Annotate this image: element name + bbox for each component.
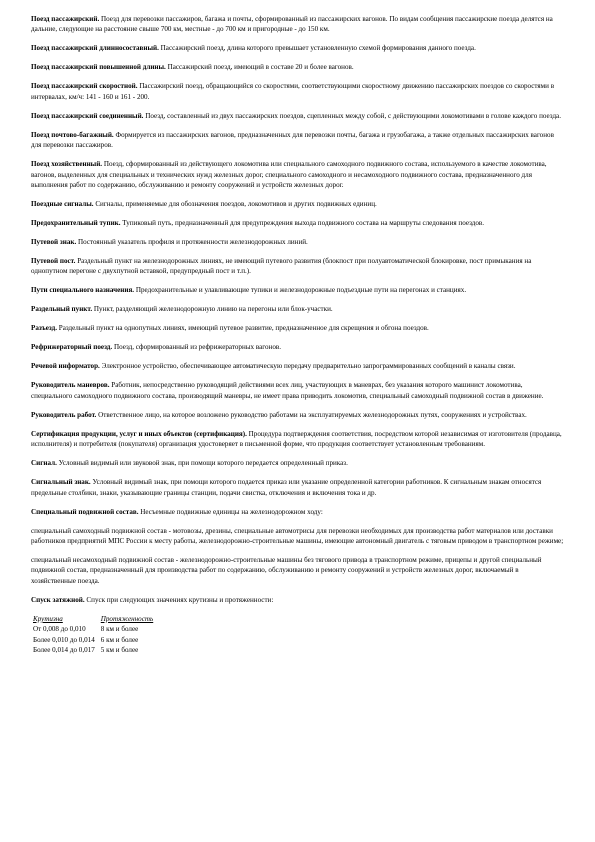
definition-text: Постоянный указатель профиля и протяженности железнодорожных линий. (78, 238, 308, 247)
header-length: Протяженность (100, 614, 154, 623)
length-cell: 8 км и более (100, 625, 139, 634)
definition-paragraph (31, 507, 565, 517)
definition-text: Пассажирский поезд, длина которого превышает установленную схемой формирования данного поезда. (160, 44, 476, 53)
definition-term: Руководитель маневров. (31, 381, 110, 390)
definition-paragraph (31, 130, 565, 151)
definition-term: Путевой пост. (31, 257, 76, 266)
steepness-cell: От 0,008 до 0,010 (33, 625, 86, 634)
definition-paragraph (31, 62, 565, 72)
definition-term: Поезд пассажирский. (31, 15, 100, 23)
definition-term: Разъезд. (31, 324, 57, 333)
definition-paragraph (31, 342, 565, 352)
definition-paragraph (31, 555, 565, 586)
definition-paragraph (31, 477, 565, 498)
definition-paragraph (31, 285, 565, 295)
table-row (33, 624, 167, 634)
definition-text: Поезд для перевозки пассажиров, багажа и почты, сформированный из пассажирских вагонов. По видам сообщения пассажирские поезда делятся на дальние, следующие на расстояние свыше 700 км, местные - до 700 км и пригородные - до 150 км. (31, 15, 553, 34)
definition-term: Сертификация продукции, услуг и иных объектов (сертификация). (31, 429, 247, 438)
grade-table (33, 614, 167, 656)
table-row (33, 635, 167, 645)
definition-paragraph (31, 159, 565, 190)
definition-text: Процедура подтверждения соответствия, посредством которой независимая от изготовителя (продавца, исполнителя) и потребителя (покупателя) организация удостоверяет в письменной форме, что продукция соответствует установленным требованиям. (31, 429, 562, 449)
definition-paragraph (31, 43, 565, 53)
definition-text: специальный самоходный подвижной состав - мотовозы, дрезины, специальные автомотрисы для перевозки необходимых для производства работ материалов или доставки работников предприятий МПС России к месту работы, железнодорожно-строительные машины, имеющие автономный двигатель с тяговым приводом в транспортном режиме; (31, 526, 564, 546)
definition-text: Раздельный пункт на однопутных линиях, имеющий путевое развитие, предназначенное для скрещения и обгона поездов. (58, 324, 429, 333)
definition-term: Речевой информатор. (31, 362, 100, 371)
definition-paragraph (31, 111, 565, 121)
header-steepness: Крутизна (33, 614, 63, 623)
definition-term: Рефрижераторный поезд. (31, 343, 113, 352)
definition-paragraph (31, 323, 565, 333)
definition-paragraph (31, 237, 565, 247)
definition-term: Руководитель работ. (31, 410, 97, 419)
definition-term: Поезд пассажирский соединенный. (31, 111, 144, 120)
grade-table-header-row (33, 614, 167, 624)
document-page (31, 14, 565, 656)
definition-term: Поездные сигналы. (31, 200, 94, 209)
definition-text: Поезд, сформированный из рефрижераторных вагонов. (113, 343, 281, 352)
definition-paragraph (31, 526, 565, 547)
definition-text: Сигналы, применяемые для обозначения поездов, локомотивов и других подвижных единиц. (95, 200, 377, 209)
definition-term: Специальный подвижной состав. (31, 507, 139, 516)
definition-text: Поезд, сформированный из действующего локомотива или специального самоходного подвижного состава, используемого в качестве локомотива, вагонов, выделенных для специальных и технических нужд железных дорог, специального самоходного и несамоходного подвижного состава, предназначенного для выполнения работ по содержанию, обслуживанию и ремонту сооружений и устройств железных дорог. (31, 160, 547, 190)
definition-paragraph (31, 429, 565, 450)
definition-term: Поезд почтово-багажный. (31, 130, 114, 139)
definition-term: Поезд пассажирский скоростной. (31, 82, 138, 91)
definition-paragraph (31, 595, 565, 605)
definition-term: Путевой знак. (31, 238, 77, 247)
definition-text: Несъемные подвижные единицы на железнодорожном ходу: (140, 507, 323, 516)
definition-text: Работник, непосредственно руководящий действиями всех лиц, участвующих в маневрах, без указания которого машинист локомотива, специального самоходного подвижного состава, производящий маневры, не имеет права приводить локомотив, специальный самоходный подвижной состав в движение. (31, 381, 544, 400)
definition-term: Предохранительный тупик. (31, 219, 121, 228)
definition-paragraph (31, 361, 565, 371)
definition-paragraph (31, 380, 565, 401)
definition-term: Поезд пассажирский повышенной длины. (31, 63, 166, 72)
definition-text: Спуск при следующих значениях крутизны и протяженности: (86, 595, 274, 604)
definition-paragraph (31, 458, 565, 468)
length-cell: 5 км и более (100, 646, 139, 655)
definition-paragraph (31, 14, 565, 35)
definition-text: Пассажирский поезд, обращающийся со скоростями, соответствующими скоростному движению пассажирских поездов со скоростями в интервалах, км/ч: 141 - 160 и 161 - 200. (31, 82, 555, 101)
definition-text: Поезд, составленный из двух пассажирских поездов, сцепленных между собой, с действующими локомотивами в голове каждого поезда. (145, 111, 561, 120)
definition-text: специальный несамоходный подвижной состав - железнодорожно-строительные машины без тягового привода в транспортном режиме, прицепы и другой специальный подвижной состав, предназначенный для производства работ по содержанию, обслуживанию и ремонту сооружений и устройств железных дорог, включаемый в хозяйственные поезда. (31, 556, 542, 585)
definition-paragraph (31, 410, 565, 420)
grade-table-wrap (33, 614, 565, 656)
steepness-cell: Более 0,014 до 0,017 (33, 646, 95, 655)
definition-term: Поезд хозяйственный. (31, 160, 103, 169)
definition-term: Раздельный пункт. (31, 305, 93, 314)
definition-text: Пассажирский поезд, имеющий в составе 20 и более вагонов. (167, 63, 354, 72)
definition-term: Спуск затяжной. (31, 595, 85, 604)
definition-text: Предохранительные и улавливающие тупики и железнодорожные подъездные пути на перегонах и станциях. (135, 286, 467, 295)
definition-text: Условный видимый знак, при помощи которого подается приказ или указание определенной категории работников. К сигнальным знакам относятся предельные столбики, знаки, указывающие границы станции, подачи свистка, отключения и включения тока и др. (31, 478, 542, 497)
definition-term: Пути специального назначения. (31, 286, 135, 295)
definition-term: Сигнал. (31, 459, 57, 468)
definition-text: Формируется из пассажирских вагонов, предназначенных для перевозки почты, багажа и грузобагажа, а также отдельных пассажирских вагонов для перевозки пассажиров. (31, 130, 554, 150)
definition-text: Раздельный пункт на железнодорожных линиях, не имеющий путевого развития (блокпост при полуавтоматической блокировке, пост примыкания на однопутном перегоне с двухпутной вставкой, предупредный пост и т.п.). (31, 257, 532, 276)
definition-paragraph (31, 304, 565, 314)
definition-text: Тупиковый путь, предназначенный для предупреждения выхода подвижного состава на маршруты следования поездов. (122, 219, 485, 228)
definition-term: Сигнальный знак. (31, 478, 91, 487)
definition-paragraph (31, 81, 565, 102)
definition-text: Электронное устройство, обеспечивающее автоматическую передачу предварительно запрограммированных сообщений в каналы связи. (101, 362, 516, 371)
table-row (33, 645, 167, 655)
definition-text: Пункт, разделяющий железнодорожную линию на перегоны или блок-участки. (93, 305, 333, 314)
definition-paragraph (31, 199, 565, 209)
definition-text: Ответственное лицо, на которое возложено руководство работами на эксплуатируемых железнодорожных путях, сооружениях и устройствах. (98, 410, 527, 419)
definition-term: Поезд пассажирский длинносоставный. (31, 44, 159, 53)
definition-paragraph (31, 256, 565, 277)
definitions-list (31, 14, 565, 605)
definition-text: Условный видимый или звуковой знак, при помощи которого передается определенный приказ. (58, 459, 348, 468)
definition-paragraph (31, 218, 565, 228)
steepness-cell: Более 0,010 до 0,014 (33, 635, 95, 644)
length-cell: 6 км и более (100, 635, 139, 644)
